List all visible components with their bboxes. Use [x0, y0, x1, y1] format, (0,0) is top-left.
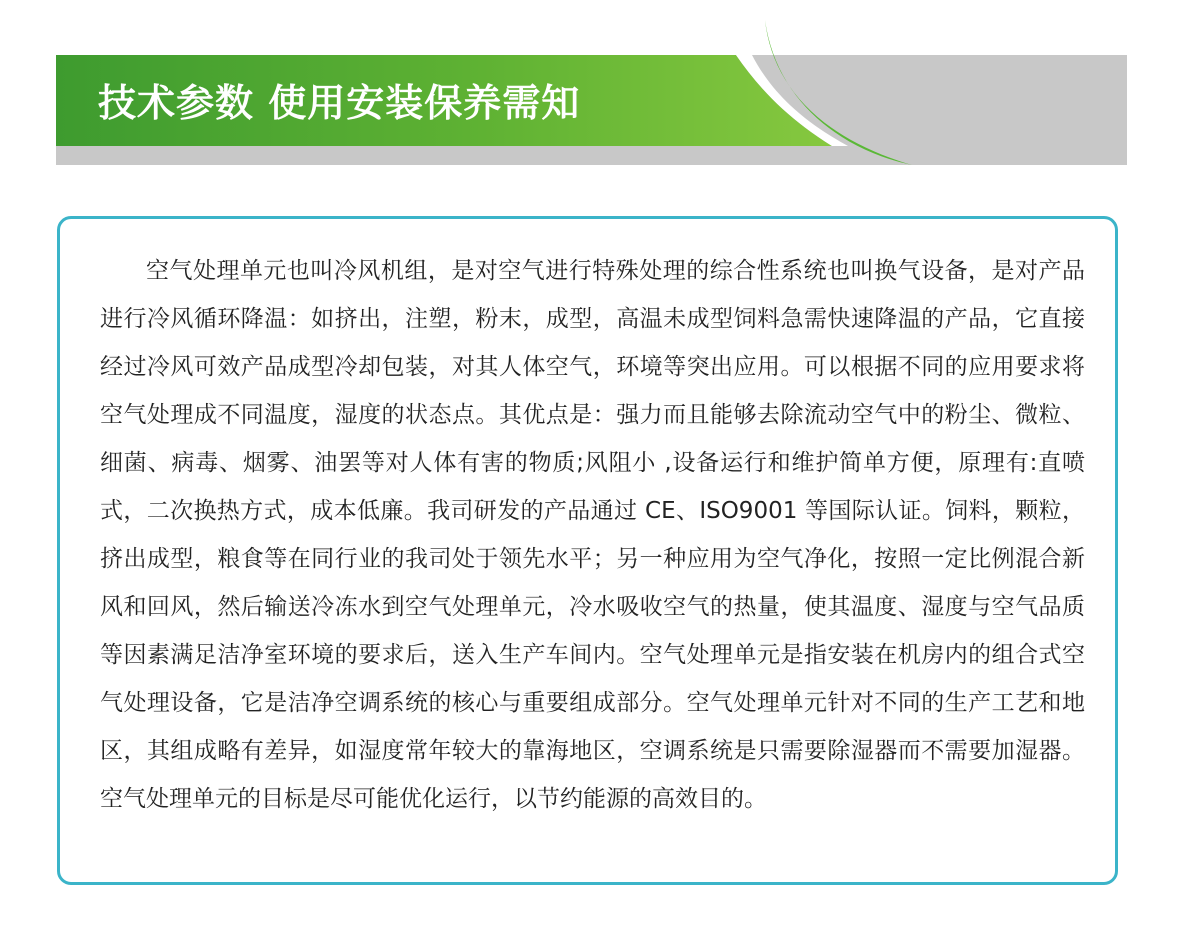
content-panel	[57, 216, 1118, 885]
description-paragraph: 空气处理单元也叫冷风机组，是对空气进行特殊处理的综合性系统也叫换气设备，是对产品进行冷风循环降温：如挤出，注塑，粉末，成型，高温未成型饲料急需快速降温的产品，它直接经过冷风可效产品成型冷却包装，对其人体空气，环境等突出应用。可以根据不同的应用要求将空气处理成不同温度，湿度的状态点。其优点是：强力而且能够去除流动空气中的粉尘、微粒、细菌、病毒、烟雾、油罢等对人体有害的物质;风阻小 ,设备运行和维护简单方便，原理有:直喷式，二次换热方式，成本低廉。我司研发的产品通过 CE、ISO9001 等国际认证。饲料，颗粒，挤出成型，粮食等在同行业的我司处于领先水平；另一种应用为空气净化，按照一定比例混合新风和回风，然后输送冷冻水到空气处理单元，冷水吸收空气的热量，使其温度、湿度与空气品质等因素满足洁净室环境的要求后，送入生产车间内。空气处理单元是指安装在机房内的组合式空气处理设备，它是洁净空调系统的核心与重要组成部分。空气处理单元针对不同的生产工艺和地区，其组成略有差异，如湿度常年较大的靠海地区，空调系统是只需要除湿器而不需要加湿器。空气处理单元的目标是尽可能优化运行，以节约能源的高效目的。	[100, 258, 1085, 812]
page-title: 技术参数 使用安装保养需知	[98, 81, 581, 125]
section-banner	[0, 0, 1197, 180]
